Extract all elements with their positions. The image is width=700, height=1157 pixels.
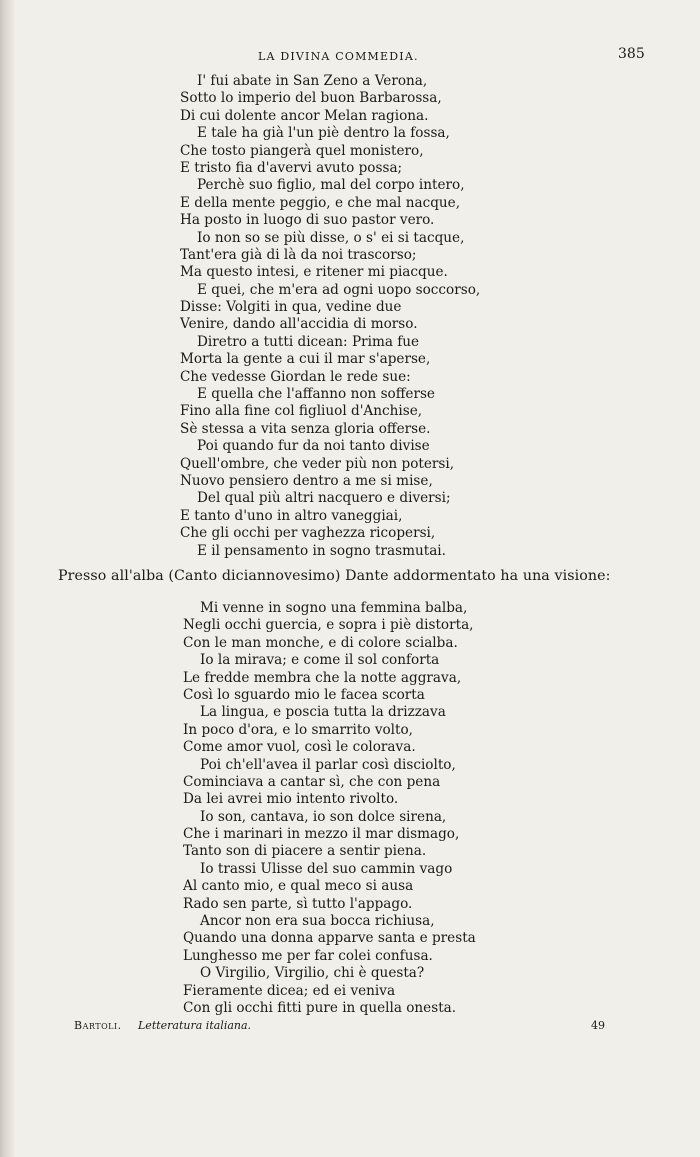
verse-line: Io non so se più disse, o s' ei si tacque, (197, 229, 465, 246)
verse-line: Morta la gente a cui il mar s'aperse, (180, 351, 431, 368)
verse-line: Sotto lo imperio del buon Barbarossa, (180, 90, 442, 107)
verse-line: Poi ch'ell'avea il parlar così disciolto, (200, 756, 456, 773)
verse-line: Fieramente dicea; ed ei veniva (183, 982, 396, 999)
verse-line: Mi venne in sogno una femmina balba, (200, 600, 468, 616)
verse-line: Così lo sguardo mio le facea scorta (183, 686, 425, 703)
verse-line: In poco d'ora, e lo smarrito volto, (183, 721, 413, 738)
verse-line: Le fredde membra che la notte aggrava, (183, 669, 462, 686)
verse-line: E quella che l'affanno non sofferse (197, 386, 435, 403)
verse-line: Poi quando fur da noi tanto divise (197, 438, 430, 455)
verse-line: Ancor non era sua bocca richiusa, (200, 913, 435, 930)
verse-line: Io son, cantava, io son dolce sirena, (200, 808, 447, 825)
verse-line: Io la mirava; e come il sol conforta (200, 652, 440, 669)
verse-line: Come amor vuol, così le colorava. (183, 739, 416, 756)
verse-line: Tanto son di piacere a sentir piena. (183, 843, 427, 860)
footer-author: Bartoli. (74, 1019, 122, 1032)
verse-line: Al canto mio, e qual meco si ausa (183, 878, 414, 895)
verse-line: Del qual più altri nacquero e diversi; (197, 490, 451, 507)
verse-block-1 (180, 73, 480, 560)
verse-line: Di cui dolente ancor Melan ragiona. (180, 107, 429, 124)
verse-line: E tristo fia d'avervi avuto possa; (180, 159, 403, 176)
verse-line: Che gli occhi per vaghezza ricopersi, (180, 525, 436, 542)
verse-line: Da lei avrei mio intento rivolto. (183, 791, 399, 808)
verse-line: Venire, dando all'accidia di morso. (180, 316, 418, 333)
page-number: 385 (618, 46, 645, 62)
verse-line: Tant'era già di là da noi trascorso; (180, 246, 417, 263)
verse-line: Cominciava a cantar sì, che con pena (183, 773, 441, 790)
verse-line: Con le man monche, e di colore scialba. (183, 634, 458, 651)
verse-line: Ma questo intesi, e ritener mi piacque. (180, 264, 448, 281)
verse-line: Quando una donna apparve santa e presta (183, 930, 476, 947)
verse-line: E il pensamento in sogno trasmutai. (197, 542, 446, 559)
verse-line: O Virgilio, Virgilio, chi è questa? (200, 965, 425, 982)
verse-line: E tale ha già l'un piè dentro la fossa, (197, 125, 450, 142)
footer-book-title: Letteratura italiana. (138, 1019, 252, 1032)
verse-line: Fino alla fine col figliuol d'Anchise, (180, 403, 423, 420)
verse-line: Che tosto piangerà quel monistero, (180, 142, 424, 159)
verse-line: Ha posto in luogo di suo pastor vero. (180, 212, 435, 229)
signature-mark: 49 (591, 1019, 605, 1032)
verse-line: Che vedesse Giordan le rede sue: (180, 368, 411, 385)
verse-line: Io trassi Ulisse del suo cammin vago (200, 860, 453, 877)
page-header (0, 46, 700, 68)
prose-paragraph: Presso all'alba (Canto diciannovesimo) Dante addormentato ha una visione: (58, 568, 611, 584)
verse-line: Nuovo pensiero dentro a me si mise, (180, 472, 433, 489)
verse-block-2 (183, 600, 476, 1017)
verse-line: Quell'ombre, che veder più non potersi, (180, 455, 455, 472)
verse-line: Rado sen parte, sì tutto l'appago. (183, 895, 413, 912)
running-title: LA DIVINA COMMEDIA. (258, 50, 419, 63)
page-binding-shadow (0, 0, 14, 1157)
verse-line: E tanto d'uno in altro vaneggiai, (180, 507, 403, 524)
verse-line: Perchè suo figlio, mal del corpo intero, (197, 177, 465, 194)
verse-line: E quei, che m'era ad ogni uopo soccorso, (197, 281, 481, 298)
verse-line: Sè stessa a vita senza gloria offerse. (180, 420, 431, 437)
verse-line: Con gli occhi fitti pure in quella onesta. (183, 999, 457, 1016)
page-footer (0, 1019, 700, 1037)
verse-line: E della mente peggio, e che mal nacque, (180, 194, 461, 211)
verse-line: I' fui abate in San Zeno a Verona, (197, 73, 428, 89)
verse-line: La lingua, e poscia tutta la drizzava (200, 704, 446, 721)
verse-line: Lunghesso me per far colei confusa. (183, 947, 433, 964)
verse-line: Che i marinari in mezzo il mar dismago, (183, 826, 460, 843)
verse-line: Diretro a tutti dicean: Prima fue (197, 333, 420, 350)
verse-line: Negli occhi guercia, e sopra i piè distorta, (183, 617, 474, 634)
verse-line: Disse: Volgiti in qua, vedine due (180, 299, 402, 316)
